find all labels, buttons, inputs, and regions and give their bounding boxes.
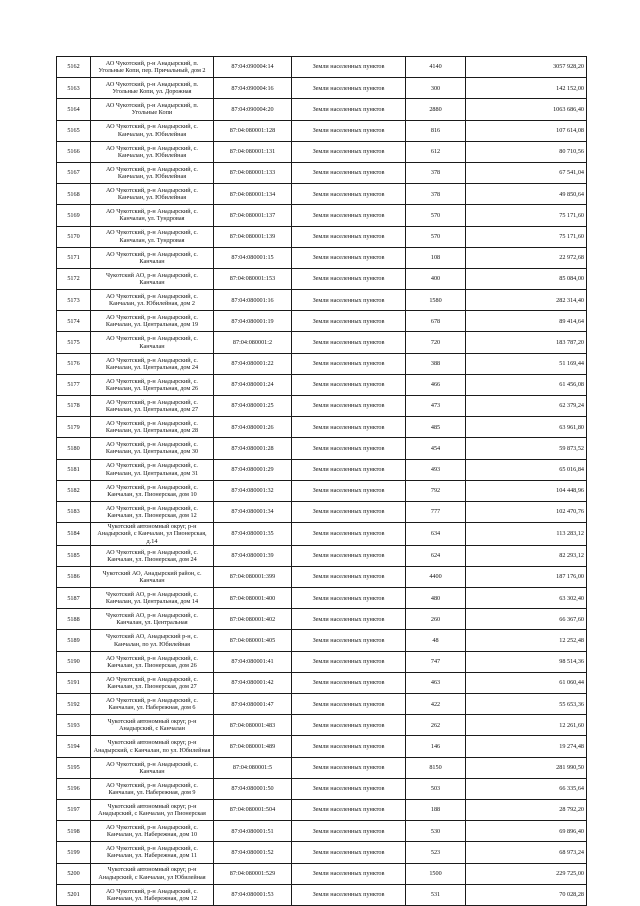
row-number: 5184 (57, 523, 91, 546)
area-cell: 262 (406, 715, 466, 736)
table-row (57, 374, 587, 395)
area-cell: 454 (406, 438, 466, 459)
row-number: 5177 (57, 374, 91, 395)
land-category-cell: Земли населенных пунктов (292, 247, 406, 268)
row-number: 5185 (57, 545, 91, 566)
address-cell: АО Чукотский, р-н Анадырский, п. Угольные Копи, ул. Дорожная (91, 78, 214, 99)
row-number: 5183 (57, 501, 91, 522)
row-number: 5162 (57, 57, 91, 78)
area-cell: 378 (406, 162, 466, 183)
table-row (57, 78, 587, 99)
area-cell: 570 (406, 226, 466, 247)
table-row (57, 523, 587, 546)
address-cell: Чукотский АО, р-н Анадырский, с. Канчалан, ул. Центральная (91, 609, 214, 630)
row-number: 5194 (57, 736, 91, 757)
land-category-cell: Земли населенных пунктов (292, 459, 406, 480)
area-cell: 48 (406, 630, 466, 651)
cadastral-number-cell: 87:04:080001:35 (214, 523, 292, 546)
row-number: 5200 (57, 863, 91, 884)
cadastral-number-cell: 87:04:080001:2 (214, 332, 292, 353)
address-cell: АО Чукотский, р-н Анадырский, с. Канчалан, ул. Центральная, дом 28 (91, 417, 214, 438)
cadastral-value-cell: 49 850,64 (466, 184, 587, 205)
cadastral-value-cell: 68 973,24 (466, 842, 587, 863)
land-category-cell: Земли населенных пунктов (292, 438, 406, 459)
row-number: 5171 (57, 247, 91, 268)
land-category-cell: Земли населенных пунктов (292, 57, 406, 78)
cadastral-number-cell: 87:04:080001:139 (214, 226, 292, 247)
cadastral-value-cell: 183 787,20 (466, 332, 587, 353)
cadastral-number-cell: 87:04:080001:28 (214, 438, 292, 459)
row-number: 5180 (57, 438, 91, 459)
land-category-cell: Земли населенных пунктов (292, 501, 406, 522)
cadastral-value-cell: 102 470,76 (466, 501, 587, 522)
land-category-cell: Земли населенных пунктов (292, 480, 406, 501)
address-cell: АО Чукотский, р-н Анадырский, с. Канчалан, ул. Тундровая (91, 205, 214, 226)
cadastral-number-cell: 87:04:080001:24 (214, 374, 292, 395)
area-cell: 531 (406, 884, 466, 905)
table-row (57, 694, 587, 715)
area-cell: 612 (406, 141, 466, 162)
land-category-cell: Земли населенных пунктов (292, 609, 406, 630)
address-cell: АО Чукотский, р-н Анадырский, с. Канчалан, ул. Тундровая (91, 226, 214, 247)
cadastral-value-cell: 104 448,96 (466, 480, 587, 501)
address-cell: АО Чукотский, р-н Анадырский, с. Канчалан, ул. Юбилейная (91, 141, 214, 162)
cadastral-value-cell: 3057 928,20 (466, 57, 587, 78)
table-row (57, 736, 587, 757)
area-cell: 400 (406, 268, 466, 289)
cadastral-number-cell: 87:04:080001:50 (214, 778, 292, 799)
cadastral-number-cell: 87:04:080001:137 (214, 205, 292, 226)
area-cell: 493 (406, 459, 466, 480)
table-row (57, 268, 587, 289)
table-row (57, 588, 587, 609)
row-number: 5174 (57, 311, 91, 332)
table-row (57, 651, 587, 672)
area-cell: 480 (406, 588, 466, 609)
address-cell: АО Чукотский, р-н Анадырский, с. Канчалан, ул. Набережная, дом 10 (91, 821, 214, 842)
cadastral-value-cell: 28 792,20 (466, 799, 587, 820)
cadastral-number-cell: 87:04:080001:29 (214, 459, 292, 480)
table-row (57, 609, 587, 630)
area-cell: 624 (406, 545, 466, 566)
row-number: 5164 (57, 99, 91, 120)
cadastral-number-cell: 87:04:080001:399 (214, 566, 292, 587)
address-cell: АО Чукотский, р-н Анадырский, с. Канчалан, ул. Набережная, дом 6 (91, 694, 214, 715)
land-category-cell: Земли населенных пунктов (292, 884, 406, 905)
table-row (57, 290, 587, 311)
land-category-cell: Земли населенных пунктов (292, 863, 406, 884)
cadastral-number-cell: 87:04:080001:51 (214, 821, 292, 842)
table-row (57, 332, 587, 353)
table-row (57, 821, 587, 842)
table-row (57, 417, 587, 438)
cadastral-value-cell: 229 725,00 (466, 863, 587, 884)
table-row (57, 480, 587, 501)
cadastral-value-cell: 85 084,00 (466, 268, 587, 289)
cadastral-number-cell: 87:04:080001:134 (214, 184, 292, 205)
address-cell: Чукотский автономный округ, р-н Анадырский, с Канчалан (91, 715, 214, 736)
cadastral-number-cell: 87:04:080001:41 (214, 651, 292, 672)
cadastral-value-cell: 82 293,12 (466, 545, 587, 566)
land-category-cell: Земли населенных пунктов (292, 226, 406, 247)
cadastral-value-cell: 281 990,50 (466, 757, 587, 778)
address-cell: АО Чукотский, р-н Анадырский, с. Канчалан, ул. Пионерская, дом 12 (91, 501, 214, 522)
area-cell: 463 (406, 672, 466, 693)
cadastral-value-cell: 142 152,00 (466, 78, 587, 99)
address-cell: АО Чукотский, р-н Анадырский, с. Канчалан, ул. Центральная, дом 27 (91, 396, 214, 417)
cadastral-value-cell: 62 379,24 (466, 396, 587, 417)
cadastral-value-cell: 22 972,68 (466, 247, 587, 268)
cadastral-value-cell: 65 016,84 (466, 459, 587, 480)
table-row (57, 120, 587, 141)
address-cell: Чукотский АО, Анадырский р-н, с. Канчалан, по ул. Юбилейная (91, 630, 214, 651)
cadastral-value-cell: 70 028,28 (466, 884, 587, 905)
land-category-cell: Земли населенных пунктов (292, 141, 406, 162)
area-cell: 530 (406, 821, 466, 842)
land-category-cell: Земли населенных пунктов (292, 332, 406, 353)
cadastral-value-cell: 187 176,00 (466, 566, 587, 587)
cadastral-value-cell: 55 653,36 (466, 694, 587, 715)
row-number: 5166 (57, 141, 91, 162)
row-number: 5181 (57, 459, 91, 480)
land-category-cell: Земли населенных пунктов (292, 757, 406, 778)
address-cell: Чукотский автономный округ, р-н Анадырский, с Канчалан, ул Юбилейная (91, 863, 214, 884)
cadastral-number-cell: 87:04:080001:42 (214, 672, 292, 693)
row-number: 5178 (57, 396, 91, 417)
cadastral-value-cell: 61 456,08 (466, 374, 587, 395)
cadastral-number-cell: 87:04:080001:16 (214, 290, 292, 311)
cadastral-number-cell: 87:04:080001:32 (214, 480, 292, 501)
cadastral-number-cell: 87:04:080001:405 (214, 630, 292, 651)
address-cell: АО Чукотский, р-н Анадырский, с. Канчалан (91, 332, 214, 353)
land-category-cell: Земли населенных пунктов (292, 715, 406, 736)
land-category-cell: Земли населенных пунктов (292, 290, 406, 311)
land-category-cell: Земли населенных пунктов (292, 374, 406, 395)
cadastral-number-cell: 87:04:080001:26 (214, 417, 292, 438)
address-cell: АО Чукотский, р-н Анадырский, с. Канчалан, ул. Юбилейная, дом 2 (91, 290, 214, 311)
area-cell: 108 (406, 247, 466, 268)
area-cell: 678 (406, 311, 466, 332)
address-cell: Чукотский АО, Анадырский район, с. Канчалан (91, 566, 214, 587)
row-number: 5188 (57, 609, 91, 630)
table-row (57, 778, 587, 799)
row-number: 5169 (57, 205, 91, 226)
address-cell: АО Чукотский, р-н Анадырский, с. Канчалан, ул. Пионерская, дом 24 (91, 545, 214, 566)
cadastral-value-cell: 63 961,80 (466, 417, 587, 438)
cadastral-value-cell: 19 274,48 (466, 736, 587, 757)
cadastral-number-cell: 87:04:080001:5 (214, 757, 292, 778)
cadastral-value-cell: 12 252,48 (466, 630, 587, 651)
table-row (57, 566, 587, 587)
cadastral-number-cell: 87:04:080001:53 (214, 884, 292, 905)
table-row (57, 247, 587, 268)
area-cell: 777 (406, 501, 466, 522)
land-category-cell: Земли населенных пунктов (292, 694, 406, 715)
land-category-cell: Земли населенных пунктов (292, 566, 406, 587)
row-number: 5201 (57, 884, 91, 905)
row-number: 5192 (57, 694, 91, 715)
row-number: 5190 (57, 651, 91, 672)
row-number: 5199 (57, 842, 91, 863)
land-category-cell: Земли населенных пунктов (292, 588, 406, 609)
area-cell: 4140 (406, 57, 466, 78)
row-number: 5173 (57, 290, 91, 311)
area-cell: 634 (406, 523, 466, 546)
row-number: 5187 (57, 588, 91, 609)
table-row (57, 141, 587, 162)
area-cell: 188 (406, 799, 466, 820)
table-row (57, 396, 587, 417)
cadastral-number-cell: 87:04:080001:489 (214, 736, 292, 757)
area-cell: 1500 (406, 863, 466, 884)
area-cell: 792 (406, 480, 466, 501)
table-row (57, 162, 587, 183)
cadastral-number-cell: 87:04:090004:14 (214, 57, 292, 78)
cadastral-value-cell: 282 314,40 (466, 290, 587, 311)
address-cell: АО Чукотский, р-н Анадырский, с. Канчалан, ул. Пионерская, дом 10 (91, 480, 214, 501)
row-number: 5168 (57, 184, 91, 205)
row-number: 5186 (57, 566, 91, 587)
area-cell: 816 (406, 120, 466, 141)
area-cell: 570 (406, 205, 466, 226)
area-cell: 747 (406, 651, 466, 672)
land-category-cell: Земли населенных пунктов (292, 778, 406, 799)
land-category-cell: Земли населенных пунктов (292, 353, 406, 374)
row-number: 5195 (57, 757, 91, 778)
land-category-cell: Земли населенных пунктов (292, 545, 406, 566)
area-cell: 485 (406, 417, 466, 438)
land-category-cell: Земли населенных пунктов (292, 99, 406, 120)
address-cell: АО Чукотский, р-н Анадырский, с. Канчалан, ул. Пионерская, дом 26 (91, 651, 214, 672)
land-category-cell: Земли населенных пунктов (292, 311, 406, 332)
table-row (57, 715, 587, 736)
address-cell: АО Чукотский, р-н Анадырский, с. Канчалан (91, 247, 214, 268)
land-category-cell: Земли населенных пунктов (292, 630, 406, 651)
cadastral-value-cell: 59 873,52 (466, 438, 587, 459)
row-number: 5193 (57, 715, 91, 736)
row-number: 5163 (57, 78, 91, 99)
address-cell: АО Чукотский, р-н Анадырский, с. Канчалан, ул. Юбилейная (91, 120, 214, 141)
address-cell: АО Чукотский, р-н Анадырский, с. Канчалан, ул. Юбилейная (91, 184, 214, 205)
address-cell: АО Чукотский, р-н Анадырский, с. Канчалан, ул. Набережная, дом 12 (91, 884, 214, 905)
cadastral-number-cell: 87:04:080001:39 (214, 545, 292, 566)
row-number: 5172 (57, 268, 91, 289)
table-row (57, 799, 587, 820)
area-cell: 146 (406, 736, 466, 757)
cadastral-value-cell: 1063 686,40 (466, 99, 587, 120)
address-cell: АО Чукотский, р-н Анадырский, с. Канчалан, ул. Центральная, дом 30 (91, 438, 214, 459)
area-cell: 388 (406, 353, 466, 374)
cadastral-number-cell: 87:04:080001:128 (214, 120, 292, 141)
cadastral-value-cell: 51 169,44 (466, 353, 587, 374)
table-row (57, 842, 587, 863)
land-category-cell: Земли населенных пунктов (292, 184, 406, 205)
row-number: 5189 (57, 630, 91, 651)
land-category-cell: Земли населенных пунктов (292, 162, 406, 183)
table-row (57, 630, 587, 651)
cadastral-number-cell: 87:04:080001:131 (214, 141, 292, 162)
cadastral-number-cell: 87:04:080001:153 (214, 268, 292, 289)
address-cell: Чукотский автономный округ, р-н Анадырский, с Канчалан, по ул. Юбилейная (91, 736, 214, 757)
cadastral-number-cell: 87:04:090004:16 (214, 78, 292, 99)
row-number: 5191 (57, 672, 91, 693)
cadastral-value-cell: 89 414,64 (466, 311, 587, 332)
land-category-cell: Земли населенных пунктов (292, 268, 406, 289)
table-row (57, 459, 587, 480)
land-category-cell: Земли населенных пунктов (292, 205, 406, 226)
cadastral-number-cell: 87:04:080001:504 (214, 799, 292, 820)
table-row (57, 226, 587, 247)
area-cell: 523 (406, 842, 466, 863)
table-row (57, 57, 587, 78)
table-row (57, 501, 587, 522)
cadastral-number-cell: 87:04:080001:52 (214, 842, 292, 863)
table-row (57, 205, 587, 226)
address-cell: АО Чукотский, р-н Анадырский, с. Канчалан, ул. Набережная, дом 9 (91, 778, 214, 799)
area-cell: 260 (406, 609, 466, 630)
land-category-cell: Земли населенных пунктов (292, 651, 406, 672)
table-row (57, 884, 587, 905)
cadastral-value-cell: 80 710,56 (466, 141, 587, 162)
address-cell: АО Чукотский, р-н Анадырский, с. Канчалан, ул. Центральная, дом 19 (91, 311, 214, 332)
area-cell: 8150 (406, 757, 466, 778)
table-row (57, 863, 587, 884)
cadastral-number-cell: 87:04:080001:15 (214, 247, 292, 268)
table-row (57, 672, 587, 693)
area-cell: 720 (406, 332, 466, 353)
cadastral-number-cell: 87:04:090004:20 (214, 99, 292, 120)
address-cell: АО Чукотский, р-н Анадырский, с. Канчалан, ул. Пионерская, дом 27 (91, 672, 214, 693)
cadastral-value-cell: 67 541,04 (466, 162, 587, 183)
address-cell: АО Чукотский, р-н Анадырский, с. Канчалан, ул. Набережная, дом 11 (91, 842, 214, 863)
cadastral-value-cell: 75 171,60 (466, 205, 587, 226)
row-number: 5198 (57, 821, 91, 842)
cadastral-value-cell: 113 283,12 (466, 523, 587, 546)
area-cell: 4400 (406, 566, 466, 587)
cadastral-value-cell: 66 367,60 (466, 609, 587, 630)
cadastral-number-cell: 87:04:080001:19 (214, 311, 292, 332)
area-cell: 378 (406, 184, 466, 205)
area-cell: 2880 (406, 99, 466, 120)
land-category-cell: Земли населенных пунктов (292, 120, 406, 141)
cadastral-value-cell: 63 302,40 (466, 588, 587, 609)
land-plots-table (56, 56, 587, 906)
cadastral-value-cell: 69 896,40 (466, 821, 587, 842)
table-body (57, 57, 587, 906)
cadastral-number-cell: 87:04:080001:34 (214, 501, 292, 522)
address-cell: АО Чукотский, р-н Анадырский, с. Канчалан (91, 757, 214, 778)
row-number: 5182 (57, 480, 91, 501)
land-category-cell: Земли населенных пунктов (292, 396, 406, 417)
land-category-cell: Земли населенных пунктов (292, 417, 406, 438)
land-category-cell: Земли населенных пунктов (292, 78, 406, 99)
row-number: 5170 (57, 226, 91, 247)
address-cell: АО Чукотский, р-н Анадырский, п. Угольные Копи, пер. Причальный, дом 2 (91, 57, 214, 78)
address-cell: АО Чукотский, р-н Анадырский, с. Канчалан, ул. Центральная, дом 26 (91, 374, 214, 395)
cadastral-value-cell: 75 171,60 (466, 226, 587, 247)
row-number: 5175 (57, 332, 91, 353)
table-row (57, 545, 587, 566)
area-cell: 503 (406, 778, 466, 799)
cadastral-value-cell: 66 335,64 (466, 778, 587, 799)
row-number: 5167 (57, 162, 91, 183)
cadastral-value-cell: 12 261,60 (466, 715, 587, 736)
cadastral-value-cell: 61 060,44 (466, 672, 587, 693)
cadastral-number-cell: 87:04:080001:402 (214, 609, 292, 630)
land-category-cell: Земли населенных пунктов (292, 799, 406, 820)
row-number: 5197 (57, 799, 91, 820)
cadastral-number-cell: 87:04:080001:529 (214, 863, 292, 884)
cadastral-number-cell: 87:04:080001:400 (214, 588, 292, 609)
address-cell: Чукотский АО, р-н Анадырский, с. Канчалан (91, 268, 214, 289)
cadastral-number-cell: 87:04:080001:47 (214, 694, 292, 715)
address-cell: Чукотский автономный округ, р-н Анадырский, с Канчалан, ул Пионерская, д.14 (91, 523, 214, 546)
table-row (57, 99, 587, 120)
land-category-cell: Земли населенных пунктов (292, 842, 406, 863)
address-cell: Чукотский АО, р-н Анадырский, с. Канчалан, ул. Центральная, дом 14 (91, 588, 214, 609)
cadastral-number-cell: 87:04:080001:483 (214, 715, 292, 736)
table-row (57, 438, 587, 459)
row-number: 5165 (57, 120, 91, 141)
area-cell: 422 (406, 694, 466, 715)
address-cell: Чукотский автономный округ, р-н Анадырский, с Канчалан, ул Пионерская (91, 799, 214, 820)
address-cell: АО Чукотский, р-н Анадырский, п. Угольные Копи (91, 99, 214, 120)
area-cell: 300 (406, 78, 466, 99)
cadastral-number-cell: 87:04:080001:25 (214, 396, 292, 417)
land-category-cell: Земли населенных пунктов (292, 672, 406, 693)
address-cell: АО Чукотский, р-н Анадырский, с. Канчалан, ул. Центральная, дом 24 (91, 353, 214, 374)
row-number: 5176 (57, 353, 91, 374)
table-row (57, 184, 587, 205)
cadastral-value-cell: 98 514,36 (466, 651, 587, 672)
area-cell: 1580 (406, 290, 466, 311)
cadastral-number-cell: 87:04:080001:22 (214, 353, 292, 374)
cadastral-number-cell: 87:04:080001:133 (214, 162, 292, 183)
address-cell: АО Чукотский, р-н Анадырский, с. Канчалан, ул. Юбилейная (91, 162, 214, 183)
table-row (57, 757, 587, 778)
land-category-cell: Земли населенных пунктов (292, 736, 406, 757)
area-cell: 473 (406, 396, 466, 417)
land-category-cell: Земли населенных пунктов (292, 523, 406, 546)
land-category-cell: Земли населенных пунктов (292, 821, 406, 842)
table-row (57, 353, 587, 374)
table-row (57, 311, 587, 332)
area-cell: 466 (406, 374, 466, 395)
row-number: 5179 (57, 417, 91, 438)
cadastral-value-cell: 107 614,08 (466, 120, 587, 141)
address-cell: АО Чукотский, р-н Анадырский, с. Канчалан, ул. Центральная, дом 31 (91, 459, 214, 480)
row-number: 5196 (57, 778, 91, 799)
